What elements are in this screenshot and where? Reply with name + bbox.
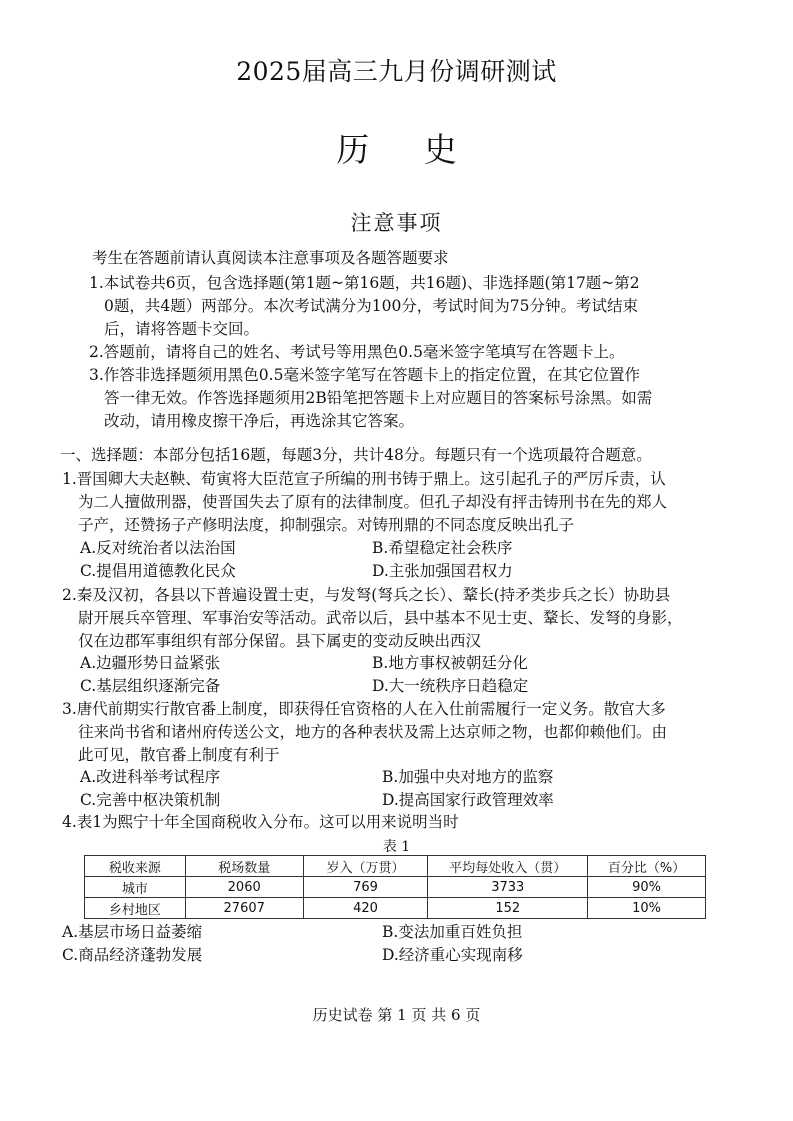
option-d[interactable]: D.主张加强国君权力 bbox=[372, 562, 513, 580]
question-stem: 4.表1为熙宁十年全国商税收入分布。这可以用来说明当时 bbox=[62, 813, 459, 831]
option-b[interactable]: B.地方事权被朝廷分化 bbox=[372, 654, 528, 672]
option-b[interactable]: B.加强中央对地方的监察 bbox=[382, 768, 554, 786]
section-heading: 一、选择题：本部分包括16题，每题3分，共计48分。每题只有一个选项最符合题意。 bbox=[60, 446, 652, 464]
table-cell: 10% bbox=[588, 898, 706, 919]
question-stem: 此可见，散官番上制度有利于 bbox=[78, 746, 280, 764]
notice-line: 2.答题前，请将自己的姓名、考试号等用黑色0.5毫米签字笔填写在答题卡上。 bbox=[89, 343, 625, 361]
option-a[interactable]: A.边疆形势日益紧张 bbox=[80, 654, 221, 672]
exam-title: 2025届高三九月份调研测试 bbox=[236, 57, 557, 86]
table-row bbox=[85, 877, 706, 898]
option-d[interactable]: D.经济重心实现南移 bbox=[382, 946, 523, 964]
question-stem: 仅在边郡军事组织有部分保留。县下属吏的变动反映出西汉 bbox=[78, 632, 482, 650]
table-cell: 27607 bbox=[185, 898, 303, 919]
question-stem: 2.秦及汉初，各县以下普遍设置士吏，与发弩(弩兵之长）、鞪长(持矛类步兵之长）协助县 bbox=[62, 586, 671, 604]
table-cell: 420 bbox=[303, 898, 428, 919]
option-d[interactable]: D.提高国家行政管理效率 bbox=[382, 791, 554, 809]
notice-line: 答一律无效。作答选择题须用2B铅笔把答题卡上对应题目的答案标号涂黑。如需 bbox=[104, 389, 653, 407]
option-b[interactable]: B.变法加重百姓负担 bbox=[382, 923, 523, 941]
table-cell: 2060 bbox=[185, 877, 303, 898]
notice-line: 1.本试卷共6页，包含选择题(第1题~第16题，共16题)、非选择题(第17题~第2 bbox=[89, 274, 640, 292]
table-cell: 769 bbox=[303, 877, 428, 898]
notice-line: 后，请将答题卡交回。 bbox=[104, 320, 260, 338]
page-footer: 历史试卷 第 1 页 共 6 页 bbox=[312, 1006, 481, 1024]
option-c[interactable]: C.提倡用道德教化民众 bbox=[80, 562, 236, 580]
table-caption: 表 1 bbox=[382, 839, 411, 855]
table-header-cell: 百分比（%） bbox=[588, 856, 706, 877]
table-cell: 3733 bbox=[428, 877, 588, 898]
option-b[interactable]: B.希望稳定社会秩序 bbox=[372, 539, 513, 557]
table-header-cell: 税场数量 bbox=[185, 856, 303, 877]
table-header-cell: 税收来源 bbox=[85, 856, 186, 877]
table-cell: 乡村地区 bbox=[85, 898, 186, 919]
notice-intro: 考生在答题前请认真阅读本注意事项及各题答题要求 bbox=[92, 249, 449, 267]
question-stem: 3.唐代前期实行散官番上制度，即获得任官资格的人在入仕前需履行一定义务。散官大多 bbox=[62, 700, 666, 718]
question-stem: 往来尚书省和诸州府传送公文，地方的各种表状及需上达京师之物，也都仰赖他们。由 bbox=[78, 723, 668, 741]
table-header-row bbox=[85, 856, 706, 877]
table-row bbox=[85, 898, 706, 919]
table-cell: 90% bbox=[588, 877, 706, 898]
question-stem: 为二人擅做刑器，使晋国失去了原有的法律制度。但孔子却没有抨击铸刑书在先的郑人 bbox=[78, 493, 668, 511]
option-c[interactable]: C.完善中枢决策机制 bbox=[80, 791, 221, 809]
notice-line: 改动，请用橡皮擦干净后，再选涂其它答案。 bbox=[104, 412, 415, 430]
question-stem: 尉开展兵卒管理、军事治安等活动。武帝以后，县中基本不见士吏、鞪长、发弩的身影， bbox=[78, 609, 683, 627]
option-a[interactable]: A.基层市场日益萎缩 bbox=[62, 923, 203, 941]
option-c[interactable]: C.基层组织逐渐完备 bbox=[80, 677, 221, 695]
notice-title: 注意事项 bbox=[350, 211, 443, 235]
notice-line: 3.作答非选择题须用黑色0.5毫米签字笔写在答题卡上的指定位置，在其它位置作 bbox=[89, 366, 640, 384]
tax-table bbox=[84, 855, 706, 919]
option-a[interactable]: A.反对统治者以法治国 bbox=[80, 539, 236, 557]
subject-title: 历 史 bbox=[336, 130, 479, 169]
question-stem: 子产，还赞扬子产修明法度，抑制强宗。对铸刑鼎的不同态度反映出孔子 bbox=[78, 516, 575, 534]
notice-line: 0题，共4题）两部分。本次考试满分为100分，考试时间为75分钟。考试结束 bbox=[104, 297, 639, 315]
option-d[interactable]: D.大一统秩序日趋稳定 bbox=[372, 677, 529, 695]
option-a[interactable]: A.改进科举考试程序 bbox=[80, 768, 221, 786]
option-c[interactable]: C.商品经济蓬勃发展 bbox=[62, 946, 203, 964]
table-cell: 城市 bbox=[85, 877, 186, 898]
table-header-cell: 岁入（万贯） bbox=[303, 856, 428, 877]
table-header-cell: 平均每处收入（贯） bbox=[428, 856, 588, 877]
question-stem: 1.晋国卿大夫赵鞅、荀寅将大臣范宣子所编的刑书铸于鼎上。这引起孔子的严厉斥责，认 bbox=[62, 470, 666, 488]
table-cell: 152 bbox=[428, 898, 588, 919]
